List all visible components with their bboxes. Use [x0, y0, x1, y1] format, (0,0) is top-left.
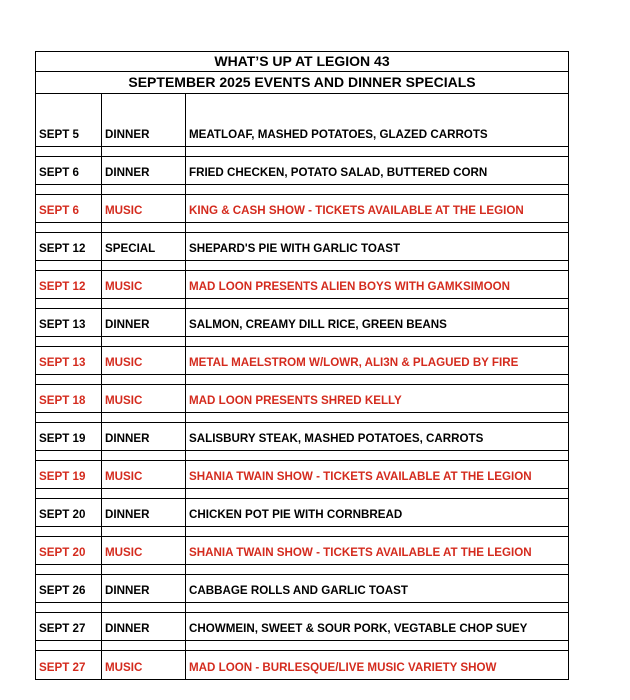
spacer-row	[36, 527, 568, 537]
event-type: MUSIC	[102, 537, 186, 564]
spacer-row	[36, 375, 568, 385]
spacer-cell	[186, 413, 568, 422]
event-date: SEPT 20	[36, 537, 102, 564]
event-type: MUSIC	[102, 385, 186, 412]
spacer-row	[36, 299, 568, 309]
spacer-row	[36, 413, 568, 423]
spacer-cell	[186, 451, 568, 460]
spacer-row	[36, 603, 568, 613]
spacer-cell	[102, 299, 186, 308]
spacer-row	[36, 451, 568, 461]
event-date: SEPT 18	[36, 385, 102, 412]
event-details: KING & CASH SHOW - TICKETS AVAILABLE AT THE LEGION	[189, 204, 524, 217]
event-type: DINNER	[102, 613, 186, 640]
spacer-cell	[186, 603, 568, 612]
event-details: MAD LOON PRESENTS SHRED KELLY	[189, 394, 402, 407]
spacer-cell	[102, 489, 186, 498]
event-type: DINNER	[102, 309, 186, 336]
spacer-cell	[186, 565, 568, 574]
event-details: FRIED CHECKEN, POTATO SALAD, BUTTERED CORN	[189, 166, 488, 179]
event-type: MUSIC	[102, 347, 186, 374]
spacer-row	[36, 185, 568, 195]
event-details: SHANIA TWAIN SHOW - TICKETS AVAILABLE AT THE LEGION	[189, 470, 532, 483]
spacer-cell	[36, 489, 102, 498]
event-date: SEPT 12	[36, 233, 102, 260]
spacer-cell	[36, 337, 102, 346]
spacer-cell	[102, 451, 186, 460]
event-row	[36, 613, 568, 641]
event-type: DINNER	[102, 499, 186, 526]
event-details: CHICKEN POT PIE WITH CORNBREAD	[189, 508, 403, 521]
event-date: SEPT 27	[36, 613, 102, 640]
event-row	[36, 157, 568, 185]
page-title: WHAT’S UP AT LEGION 43	[36, 52, 568, 72]
spacer-cell	[36, 527, 102, 536]
event-row	[36, 233, 568, 261]
event-date: SEPT 26	[36, 575, 102, 602]
spacer-cell	[186, 223, 568, 232]
event-row	[36, 385, 568, 413]
event-row	[36, 347, 568, 375]
spacer-cell	[102, 223, 186, 232]
spacer-cell	[102, 147, 186, 156]
spacer-cell	[186, 641, 568, 650]
event-date: SEPT 19	[36, 461, 102, 488]
event-details: MAD LOON PRESENTS ALIEN BOYS WITH GAMKSIMOON	[189, 280, 510, 293]
spacer-cell	[36, 375, 102, 384]
spacer-cell	[102, 565, 186, 574]
spacer-cell	[36, 299, 102, 308]
spacer-cell	[186, 489, 568, 498]
event-details: MEATLOAF, MASHED POTATOES, GLAZED CARROTS	[189, 128, 488, 141]
spacer-cell	[36, 413, 102, 422]
spacer-cell	[102, 603, 186, 612]
spacer-cell	[186, 147, 568, 156]
spacer-cell	[186, 261, 568, 270]
event-type: MUSIC	[102, 461, 186, 488]
spacer-cell	[102, 185, 186, 194]
event-row	[36, 271, 568, 299]
spacer-cell	[186, 527, 568, 536]
event-row	[36, 537, 568, 565]
spacer-row	[36, 337, 568, 347]
event-date: SEPT 27	[36, 651, 102, 679]
event-row	[36, 575, 568, 603]
spacer-cell	[36, 223, 102, 232]
spacer-cell	[102, 527, 186, 536]
event-type: MUSIC	[102, 195, 186, 222]
event-date: SEPT 13	[36, 309, 102, 336]
spacer-cell	[36, 451, 102, 460]
event-row	[36, 461, 568, 489]
event-type: DINNER	[102, 94, 186, 146]
event-date: SEPT 19	[36, 423, 102, 450]
spacer-cell	[102, 337, 186, 346]
spacer-cell	[102, 641, 186, 650]
event-details: MAD LOON - BURLESQUE/LIVE MUSIC VARIETY SHOW	[189, 661, 497, 674]
spacer-cell	[36, 603, 102, 612]
spacer-row	[36, 641, 568, 651]
spacer-cell	[102, 413, 186, 422]
event-type: MUSIC	[102, 651, 186, 679]
event-date: SEPT 20	[36, 499, 102, 526]
events-table	[36, 94, 568, 679]
event-details: CABBAGE ROLLS AND GARLIC TOAST	[189, 584, 408, 597]
event-date: SEPT 6	[36, 157, 102, 184]
event-type: SPECIAL	[102, 233, 186, 260]
event-date: SEPT 12	[36, 271, 102, 298]
event-row	[36, 309, 568, 337]
event-type: DINNER	[102, 575, 186, 602]
spacer-cell	[102, 261, 186, 270]
event-details: CHOWMEIN, SWEET & SOUR PORK, VEGTABLE CHOP SUEY	[189, 622, 528, 635]
event-row	[36, 94, 568, 147]
event-details: METAL MAELSTROM W/LOWR, ALI3N & PLAGUED BY FIRE	[189, 356, 519, 369]
events-sheet	[35, 51, 569, 680]
spacer-cell	[186, 299, 568, 308]
page-subtitle: SEPTEMBER 2025 EVENTS AND DINNER SPECIALS	[36, 72, 568, 94]
spacer-cell	[36, 147, 102, 156]
event-type: DINNER	[102, 157, 186, 184]
spacer-cell	[186, 185, 568, 194]
event-row	[36, 423, 568, 451]
event-details: SALMON, CREAMY DILL RICE, GREEN BEANS	[189, 318, 447, 331]
event-row	[36, 195, 568, 223]
spacer-cell	[36, 261, 102, 270]
spacer-row	[36, 565, 568, 575]
spacer-row	[36, 261, 568, 271]
event-details: SHANIA TWAIN SHOW - TICKETS AVAILABLE AT THE LEGION	[189, 546, 532, 559]
event-details: SALISBURY STEAK, MASHED POTATOES, CARROTS	[189, 432, 484, 445]
spacer-row	[36, 223, 568, 233]
event-date: SEPT 13	[36, 347, 102, 374]
event-date: SEPT 5	[36, 94, 102, 146]
spacer-cell	[36, 565, 102, 574]
event-date: SEPT 6	[36, 195, 102, 222]
event-details: SHEPARD'S PIE WITH GARLIC TOAST	[189, 242, 401, 255]
spacer-cell	[186, 375, 568, 384]
spacer-cell	[102, 375, 186, 384]
spacer-row	[36, 147, 568, 157]
event-row	[36, 651, 568, 679]
spacer-cell	[36, 185, 102, 194]
event-type: MUSIC	[102, 271, 186, 298]
event-row	[36, 499, 568, 527]
spacer-cell	[186, 337, 568, 346]
event-type: DINNER	[102, 423, 186, 450]
spacer-row	[36, 489, 568, 499]
spacer-cell	[36, 641, 102, 650]
